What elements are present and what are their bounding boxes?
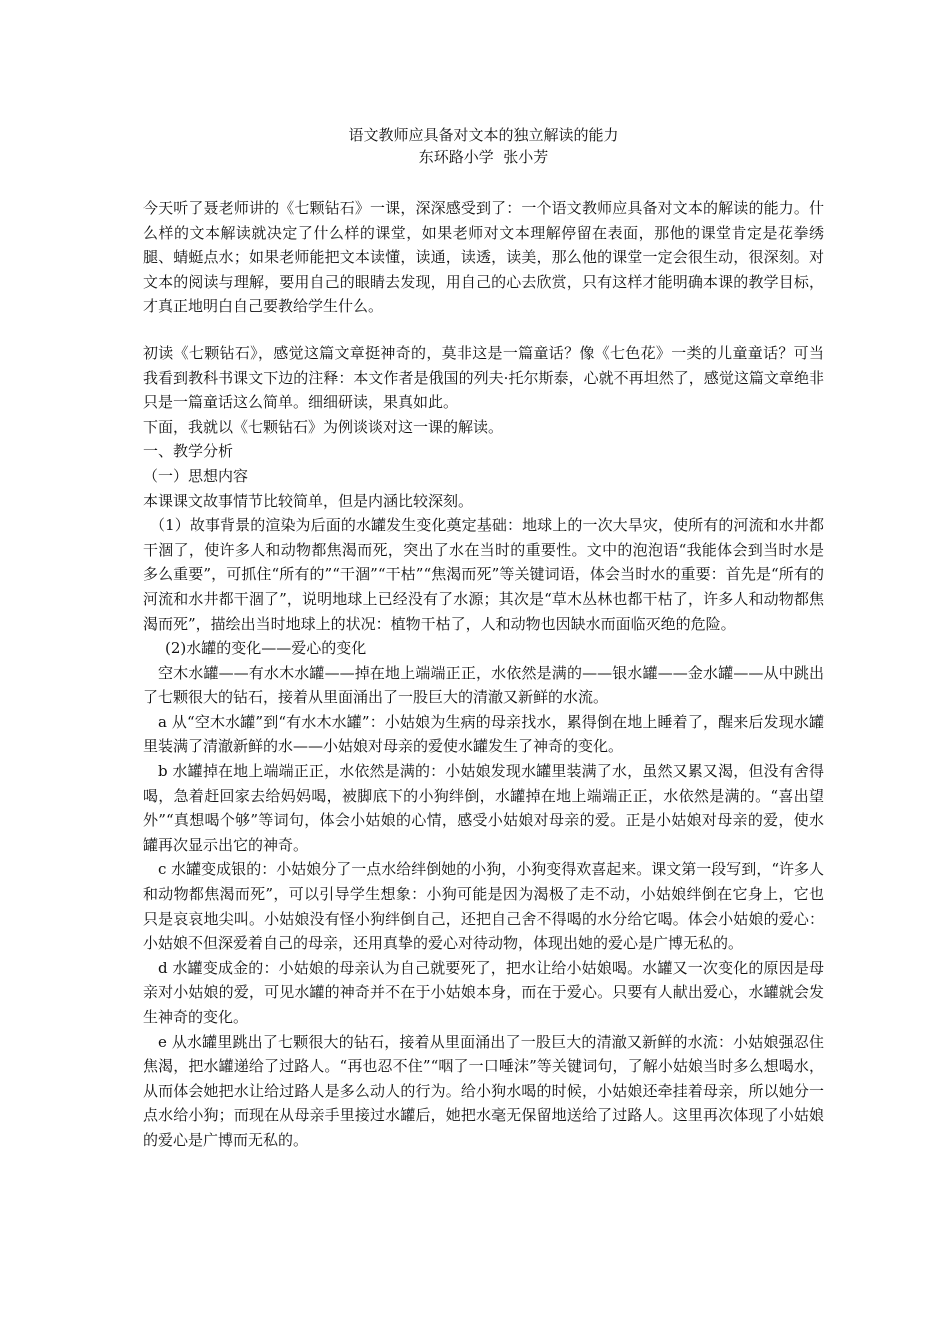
document-title: 语文教师应具备对文本的独立解读的能力 bbox=[348, 126, 619, 144]
item-a-paragraph: a 从“空木水罐”到“有水木水罐”：小姑娘为生病的母亲找水，累得倒在地上睡着了，醒来后发现水罐里装满了清澈新鲜的水——小姑娘对母亲的爱使水罐发生了神奇的变化。 bbox=[143, 712, 824, 756]
item-e-paragraph: e 从水罐里跳出了七颗很大的钻石，接着从里面涌出了一股巨大的清澈又新鲜的水流：小姑娘强忍住焦渴，把水罐递给了过路人。“再也忍不住”“咽了一口唾沫”等关键词句，了解小姑娘当时多么想喝水，从而体会她把水让给过路人是多么动人的行为。给小狗水喝的时候，小姑娘还牵挂着母亲，所以她分一点水给小狗；而现在从母亲手里接过水罐后，她把水毫无保留地送给了过路人。这里再次体现了小姑娘的爱心是广博而无私的。 bbox=[143, 1032, 824, 1149]
paragraph-spacer bbox=[143, 319, 824, 341]
point-1-paragraph: （1）故事背景的渲染为后面的水罐发生变化奠定基础：地球上的一次大旱灾，使所有的河流和水井都干涸了，使许多人和动物都焦渴而死，突出了水在当时的重要性。文中的泡泡语“我能体会到当时水是多么重要”，可抓住“所有的”“干涸”“干枯”“焦渴而死”等关键词语，体会当时水的重要：首先是“所有的河流和水井都干涸了”，说明地球上已经没有了水源；其次是“草木丛林也都干枯了，许多人和动物都焦渴而死”，描绘出当时地球上的状况：植物干枯了，人和动物也因缺水而面临灭绝的危险。 bbox=[143, 516, 824, 633]
content-summary: 本课课文故事情节比较简单，但是内涵比较深刻。 bbox=[143, 491, 474, 510]
item-b-paragraph: b 水罐掉在地上端端正正，水依然是满的：小姑娘发现水罐里装满了水，虽然又累又渴，但没有舍得喝，急着赶回家去给妈妈喝，被脚底下的小狗绊倒，水罐掉在地上端端正正，水依然是满的。“喜出望外”“真想喝个够”等词句，体会小姑娘的心情，感受小姑娘对母亲的爱。正是小姑娘对母亲的爱，使水罐再次显示出它的神奇。 bbox=[143, 762, 824, 854]
lead-in-paragraph: 下面，我就以《七颗钻石》为例谈谈对这一课的解读。 bbox=[143, 417, 504, 436]
water-jar-chain: 空木水罐——有水木水罐——掉在地上端端正正，水依然是满的——银水罐——金水罐——从中跳出了七颗很大的钻石，接着从里面涌出了一股巨大的清澈又新鲜的水流。 bbox=[143, 663, 824, 707]
intro-paragraph: 今天听了聂老师讲的《七颗钻石》一课，深深感受到了：一个语文教师应具备对文本的解读的能力。什么样的文本解读就决定了什么样的课堂，如果老师对文本理解停留在表面，那他的课堂肯定是花拳绣腿、蜻蜓点水；如果老师能把文本读懂，读通，读透，读美，那么他的课堂一定会很生动，很深刻。对文本的阅读与理解，要用自己的眼睛去发现，用自己的心去欣赏，只有这样才能明确本课的教学目标，才真正地明白自己要教给学生什么。 bbox=[143, 199, 824, 316]
subsection-heading: （一）思想内容 bbox=[143, 466, 249, 485]
item-d-paragraph: d 水罐变成金的：小姑娘的母亲认为自己就要死了，把水让给小姑娘喝。水罐又一次变化的原因是母亲对小姑娘的爱，可见水罐的神奇并不在于小姑娘本身，而在于爱心。只要有人献出爱心，水罐就会发生神奇的变化。 bbox=[143, 958, 824, 1026]
point-2-heading: (2)水罐的变化——爱心的变化 bbox=[165, 639, 367, 658]
author-byline: 东环路小学 张小芳 bbox=[418, 148, 549, 166]
first-reading-paragraph: 初读《七颗钻石》，感觉这篇文章挺神奇的，莫非这是一篇童话？像《七色花》一类的儿童童话？可当我看到教科书课文下边的注释：本文作者是俄国的列夫·托尔斯泰，心就不再坦然了，感觉这篇文章绝非只是一篇童话这么简单。细细研读，果真如此。 bbox=[143, 343, 824, 412]
section-heading: 一、教学分析 bbox=[143, 442, 234, 461]
item-c-paragraph: c 水罐变成银的：小姑娘分了一点水给绊倒她的小狗，小狗变得欢喜起来。课文第一段写到，“许多人和动物都焦渴而死”，可以引导学生想象：小狗可能是因为渴极了走不动，小姑娘绊倒在它身上，它也只是哀哀地尖叫。小姑娘没有怪小狗绊倒自己，还把自己舍不得喝的水分给它喝。体会小姑娘的爱心：小姑娘不但深爱着自己的母亲，还用真挚的爱心对待动物，体现出她的爱心是广博无私的。 bbox=[143, 860, 824, 953]
